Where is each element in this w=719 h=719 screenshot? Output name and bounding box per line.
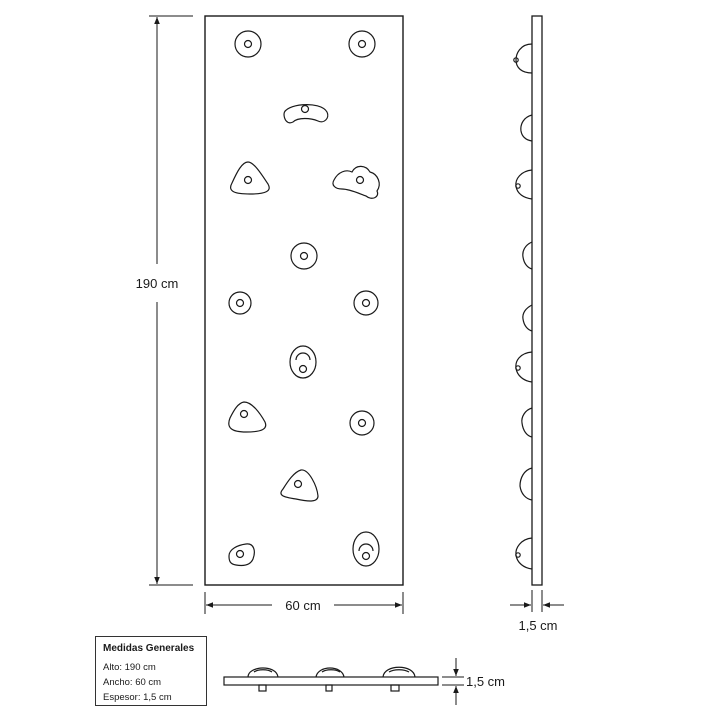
top-thickness-dimension xyxy=(442,658,464,705)
hold-round-4 xyxy=(229,292,251,314)
side-panel xyxy=(532,16,542,585)
hold-blob xyxy=(229,544,254,566)
hold-round-1 xyxy=(235,31,261,57)
top-thickness-label: 1,5 cm xyxy=(466,674,506,689)
height-dimension xyxy=(149,16,193,585)
hold-crescent xyxy=(284,105,328,123)
hold-oval-2 xyxy=(353,532,379,566)
top-panel xyxy=(224,677,438,685)
width-label: 60 cm xyxy=(285,598,321,613)
hold-triangle-2 xyxy=(229,402,266,432)
hold-cloud xyxy=(333,166,379,198)
measurements-legend xyxy=(95,636,207,706)
side-holds xyxy=(514,44,532,569)
legend-height: Alto: 190 cm xyxy=(103,662,156,673)
front-view xyxy=(149,16,403,614)
front-panel xyxy=(205,16,403,585)
legend-thickness: Espesor: 1,5 cm xyxy=(103,692,172,703)
legend-width: Ancho: 60 cm xyxy=(103,677,162,688)
hold-triangle-1 xyxy=(231,162,270,194)
side-thickness-dimension xyxy=(510,590,564,612)
hold-round-2 xyxy=(349,31,375,57)
side-thickness-label: 1,5 cm xyxy=(518,618,558,633)
top-holds xyxy=(248,667,415,691)
legend-title: Medidas Generales xyxy=(103,643,195,654)
hold-round-6 xyxy=(350,411,374,435)
hold-round-3 xyxy=(291,243,317,269)
top-view xyxy=(224,658,464,705)
side-view xyxy=(510,16,564,612)
hold-round-5 xyxy=(354,291,378,315)
hold-triangle-3 xyxy=(281,470,318,501)
hold-oval-1 xyxy=(290,346,316,378)
height-label: 190 cm xyxy=(135,276,179,291)
